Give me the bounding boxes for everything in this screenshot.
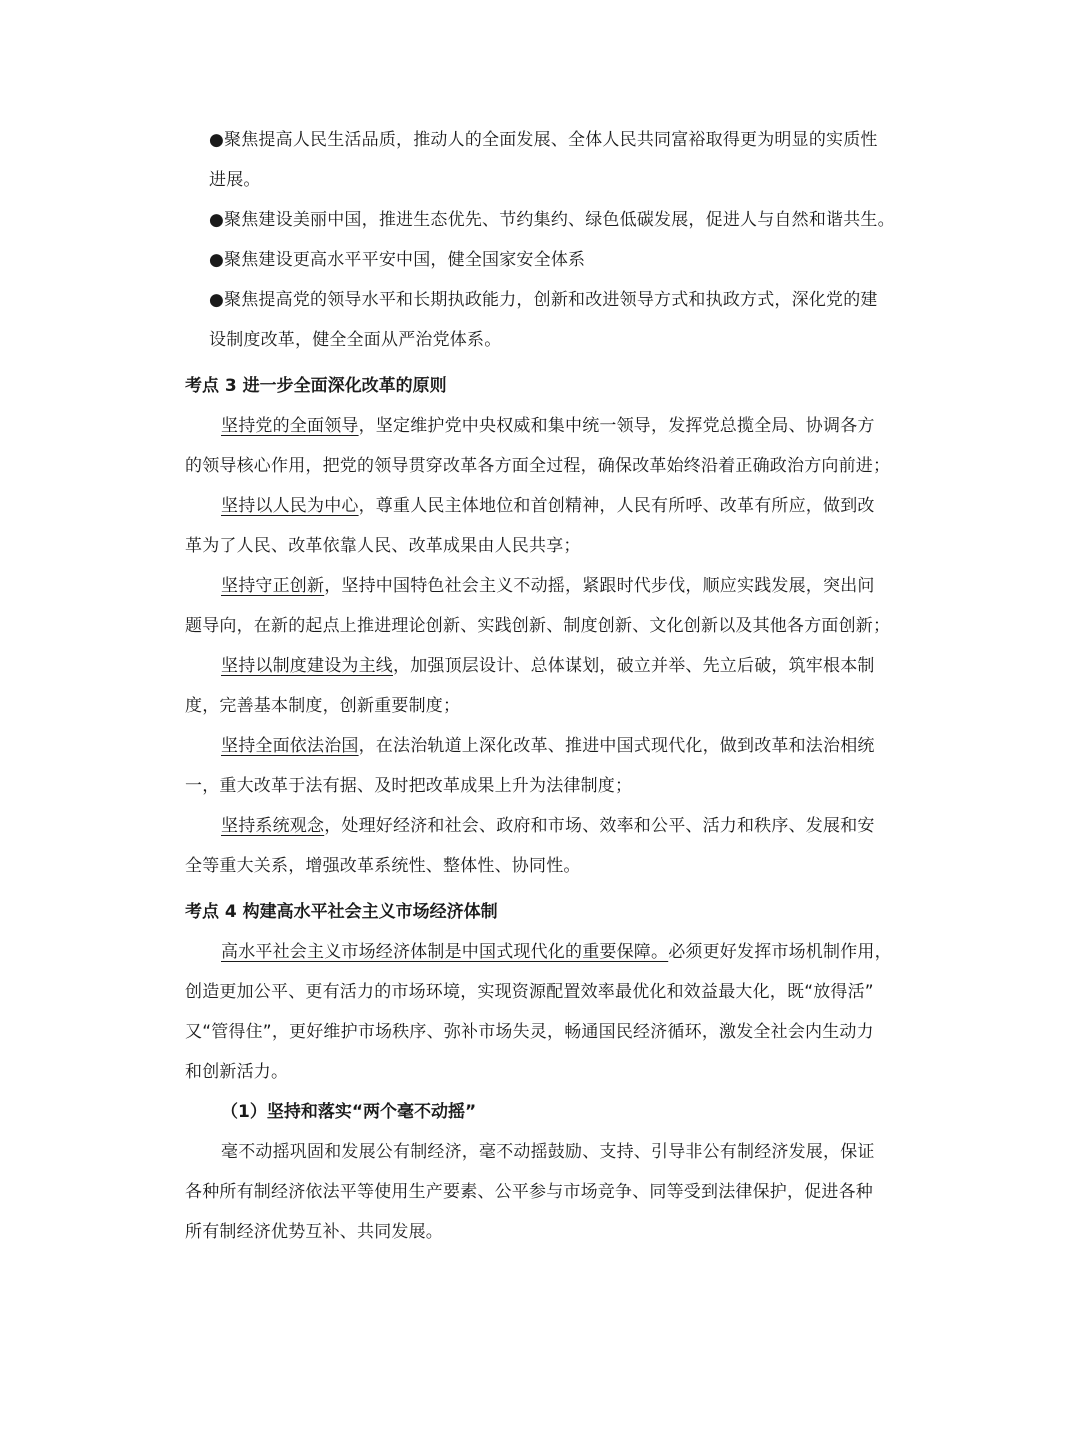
principle-lead: 坚持守正创新 [221, 576, 325, 596]
principle-text-continued: 一，重大改革于法有据、及时把改革成果上升为法律制度； [185, 776, 633, 796]
principle-paragraph [185, 646, 900, 726]
intro-text-continued: 和创新活力。 [185, 1062, 289, 1082]
principle-paragraph [185, 806, 900, 886]
bullet-list [185, 120, 900, 360]
document-page [185, 120, 900, 1252]
principles-list [185, 406, 900, 886]
principle-lead: 坚持系统观念 [221, 816, 325, 836]
principle-text-continued: 题导向，在新的起点上推进理论创新、实践创新、制度创新、文化创新以及其他各方面创新； [185, 616, 891, 636]
principle-lead: 坚持以人民为中心 [221, 496, 359, 516]
sub-text-continued: 所有制经济优势互补、共同发展。 [185, 1222, 443, 1242]
bullet-item [209, 200, 900, 240]
bullet-text: ●聚焦建设更高水平平安中国，健全国家安全体系 [209, 250, 586, 270]
principle-lead: 坚持党的全面领导 [221, 416, 359, 436]
principle-paragraph [185, 486, 900, 566]
bullet-item [209, 280, 900, 360]
intro-text: 必须更好发挥市场机制作用， [668, 942, 892, 962]
sub-paragraph [185, 1132, 900, 1252]
principle-text-continued: 的领导核心作用，把党的领导贯穿改革各方面全过程，确保改革始终沿着正确政治方向前进； [185, 456, 891, 476]
bullet-text-continued: 设制度改革，健全全面从严治党体系。 [209, 330, 502, 350]
principle-text-continued: 全等重大关系，增强改革系统性、整体性、协同性。 [185, 856, 581, 876]
bullet-item [209, 120, 900, 200]
sub-text-continued: 各种所有制经济依法平等使用生产要素、公平参与市场竞争、同等受到法律保护，促进各种 [185, 1182, 873, 1202]
intro-text-continued: 创造更加公平、更有活力的市场环境，实现资源配置效率最优化和效益最大化，既“放得活” [185, 982, 874, 1002]
principle-lead: 坚持全面依法治国 [221, 736, 359, 756]
intro-paragraph [185, 932, 900, 1092]
principle-text: ，坚定维护党中央权威和集中统一领导，发挥党总揽全局、协调各方 [358, 416, 875, 436]
bullet-text: ●聚焦提高人民生活品质，推动人的全面发展、全体人民共同富裕取得更为明显的实质性 [209, 130, 878, 150]
section-heading: 考点 4 构建高水平社会主义市场经济体制 [185, 902, 498, 922]
sub-heading: （1）坚持和落实“两个毫不动摇” [221, 1102, 477, 1122]
bullet-text: ●聚焦建设美丽中国，推进生态优先、节约集约、绿色低碳发展，促进人与自然和谐共生。 [209, 210, 895, 230]
intro-text-continued: 又“管得住”，更好维护市场秩序、弥补市场失灵，畅通国民经济循环，激发全社会内生动力 [185, 1022, 874, 1042]
principle-text: ，在法治轨道上深化改革、推进中国式现代化，做到改革和法治相统 [358, 736, 875, 756]
principle-text-continued: 度，完善基本制度，创新重要制度； [185, 696, 461, 716]
bullet-text-continued: 进展。 [209, 170, 261, 190]
bullet-text: ●聚焦提高党的领导水平和长期执政能力，创新和改进领导方式和执政方式，深化党的建 [209, 290, 878, 310]
intro-lead: 高水平社会主义市场经济体制是中国式现代化的重要保障。 [221, 942, 669, 962]
principle-text-continued: 革为了人民、改革依靠人民、改革成果由人民共享； [185, 536, 581, 556]
principle-paragraph [185, 566, 900, 646]
section-heading: 考点 3 进一步全面深化改革的原则 [185, 376, 447, 396]
principle-paragraph [185, 726, 900, 806]
principle-text: ，处理好经济和社会、政府和市场、效率和公平、活力和秩序、发展和安 [324, 816, 875, 836]
principle-lead: 坚持以制度建设为主线 [221, 656, 393, 676]
principle-text: ，坚持中国特色社会主义不动摇，紧跟时代步伐，顺应实践发展，突出问 [324, 576, 875, 596]
principle-paragraph [185, 406, 900, 486]
sub-text: 毫不动摇巩固和发展公有制经济，毫不动摇鼓励、支持、引导非公有制经济发展，保证 [221, 1142, 875, 1162]
principle-text: ，尊重人民主体地位和首创精神，人民有所呼、改革有所应，做到改 [358, 496, 875, 516]
principle-text: ，加强顶层设计、总体谋划，破立并举、先立后破，筑牢根本制 [393, 656, 875, 676]
bullet-item [209, 240, 900, 280]
